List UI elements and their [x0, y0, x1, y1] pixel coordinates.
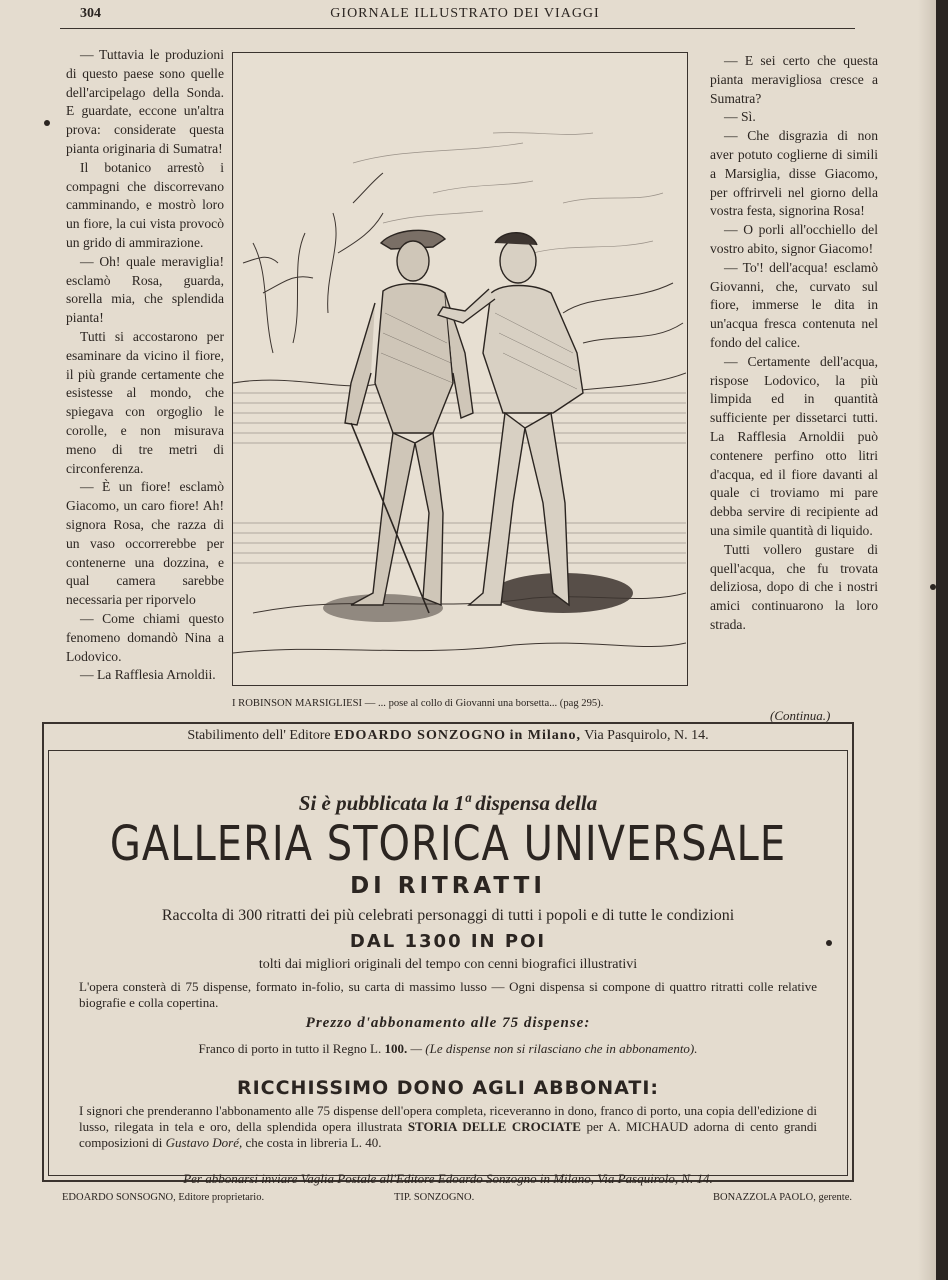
- paragraph: — Che disgrazia di non aver potuto coglierne di simili a Marsiglia, disse Giacomo, per offrirveli nel giorno della vostra festa, signorina Rosa!: [710, 128, 878, 219]
- publisher-city: in Milano,: [509, 728, 582, 743]
- gift-text-a: I signori che prenderanno l'abbonamento alle 75 dispense dell'opera completa, riceveranno in dono, franco di porto, una copia dell'edizione di lusso, rilegata in tela e oro, della splendida opera illustrata: [79, 1103, 817, 1134]
- ad-inner-frame: [48, 750, 848, 1186]
- ink-spot: [930, 584, 936, 590]
- ad-price-line: [49, 1041, 847, 1057]
- ad-collection: Raccolta di 300 ritratti dei più celebrati personaggi di tutti i popoli e di tutte le condizioni: [161, 907, 735, 924]
- publisher-name: EDOARDO SONZOGNO: [334, 728, 507, 743]
- paragraph: — E sei certo che questa pianta meravigliosa cresce a Sumatra?: [710, 53, 878, 106]
- paragraph: — Certamente dell'acqua, rispose Lodovico, la più limpida ed in quantità sufficiente per dissetarci tutti. La Rafflesia Arnoldii può contenere perfino otto litri d'acqua, ed il fiore davanti al quale ci troviamo mi pare debba servire di recipiente ad una simile quantità di liquido.: [710, 353, 878, 538]
- left-column: [66, 46, 224, 685]
- gift-text-b: per A. MICHAUD adorna di cento grandi composizioni di: [79, 1119, 818, 1150]
- paragraph: Tutti si accostarono per esaminare da vicino il fiore, il più grande certamente che esistesse al mondo, che spiegava con orgoglio le corolle, e non misurava meno di tre metri di circonferenza.: [66, 328, 224, 476]
- header-rule: [60, 28, 855, 29]
- footer-manager: BONAZZOLA PAOLO, gerente.: [712, 1192, 852, 1203]
- advertisement-box: [42, 722, 854, 1186]
- ink-spot: [826, 940, 832, 946]
- running-title: GIORNALE ILLUSTRATO DEI VIAGGI: [330, 6, 600, 21]
- ad-publisher-line: [44, 728, 852, 744]
- paragraph: Tutti vollero gustare di quell'acqua, che fu trovata deliziosa, dopo di che i nostri amici continuarono la loro strada.: [710, 541, 878, 632]
- page-header: [80, 6, 850, 26]
- paragraph: — To'! dell'acqua! esclamò Giovanni, che, curvato sul fiore, immerse le dita in un'acqua fresca contenuta nel fondo del calice.: [710, 259, 878, 350]
- ad-gift-text: [79, 1103, 817, 1151]
- ad-work-description: L'opera consterà di 75 dispense, formato in-folio, su carta di massimo lusso — Ogni dispensa si compone di quattro ritratti colle relative biografie e colla copertina.: [79, 979, 817, 1010]
- caption-title: I ROBINSON MARSIGLIESI: [232, 698, 363, 709]
- paragraph: — Come chiami questo fenomeno domandò Nina a Lodovico.: [66, 610, 224, 664]
- ad-subtitle: DI RITRATTI: [350, 873, 546, 899]
- ad-gift-heading: RICCHISSIMO DONO AGLI ABBONATI:: [236, 1077, 660, 1099]
- footer-editor: EDOARDO SONSOGNO, Editore proprietario.: [62, 1192, 265, 1203]
- paragraph: — Oh! quale meraviglia! esclamò Rosa, guarda, sorella mia, che splendida pianta!: [66, 253, 224, 326]
- gift-work: STORIA DELLE CROCIATE: [407, 1119, 581, 1134]
- paragraph: — Sì.: [724, 109, 756, 125]
- paragraph: — La Rafflesia Arnoldii.: [80, 667, 216, 683]
- caption-text: — ... pose al collo di Giovanni una borsetta... (pag 295).: [364, 698, 604, 709]
- publisher-address: Via Pasquirolo, N. 14.: [584, 728, 709, 743]
- engraving-illustration: [232, 52, 688, 686]
- gift-text-c: che costa in libreria L. 40.: [245, 1135, 382, 1150]
- engraving-drawing: [233, 53, 686, 684]
- page-number: 304: [80, 6, 101, 21]
- ad-subscribe-line: Per abbonarsi inviare Vaglia Postale all'Editore Edoardo Sonzogno in Milano, Via Pasquirolo, N. 14.: [183, 1171, 713, 1186]
- paragraph: — O porli all'occhiello del vostro abito, signor Giacomo!: [710, 222, 878, 256]
- ad-from: tolti dai migliori originali del tempo con cenni biografici illustrativi: [258, 957, 638, 972]
- right-column: [710, 52, 878, 635]
- footer-printer: TIP. SONZOGNO.: [394, 1192, 475, 1203]
- price-note: — (Le dispense non si rilasciano che in abbonamento).: [410, 1041, 698, 1056]
- paragraph: Il botanico arrestò i compagni che discorrevano camminando, e mostrò loro un fiore, la cui vista provocò un grido di ammirazione.: [66, 159, 224, 250]
- illustration-caption: [232, 698, 688, 709]
- franco-text: Franco di porto in tutto il Regno L.: [198, 1041, 382, 1056]
- paragraph: — È un fiore! esclamò Giacomo, un caro fiore! Ah! signora Rosa, che razza di un vaso occorrerebbe per contenerne una dozzina, e qual camera sarebbe necessaria per riporvelo: [66, 479, 224, 608]
- publisher-prefix: Stabilimento dell' Editore: [187, 728, 331, 743]
- ink-spot: [44, 120, 50, 126]
- ad-title: GALLERIA STORICA UNIVERSALE: [109, 817, 787, 873]
- ad-announcement: Si è pubblicata la 1ª dispensa della: [298, 791, 598, 815]
- continued-note: (Continua.): [770, 708, 831, 723]
- gift-artist: Gustavo Doré,: [165, 1135, 243, 1150]
- page-fold-shadow: [918, 0, 936, 1280]
- ad-since: DAL 1300 IN POI: [349, 931, 547, 952]
- ad-price-heading: Prezzo d'abbonamento alle 75 dispense:: [305, 1015, 591, 1031]
- price-amount: 100.: [384, 1041, 408, 1056]
- paragraph: — Tuttavia le produzioni di questo paese sono quelle dell'arcipelago della Sonda. E guardate, eccone un'altra prova: considerate questa pianta originaria di Sumatra!: [66, 47, 224, 156]
